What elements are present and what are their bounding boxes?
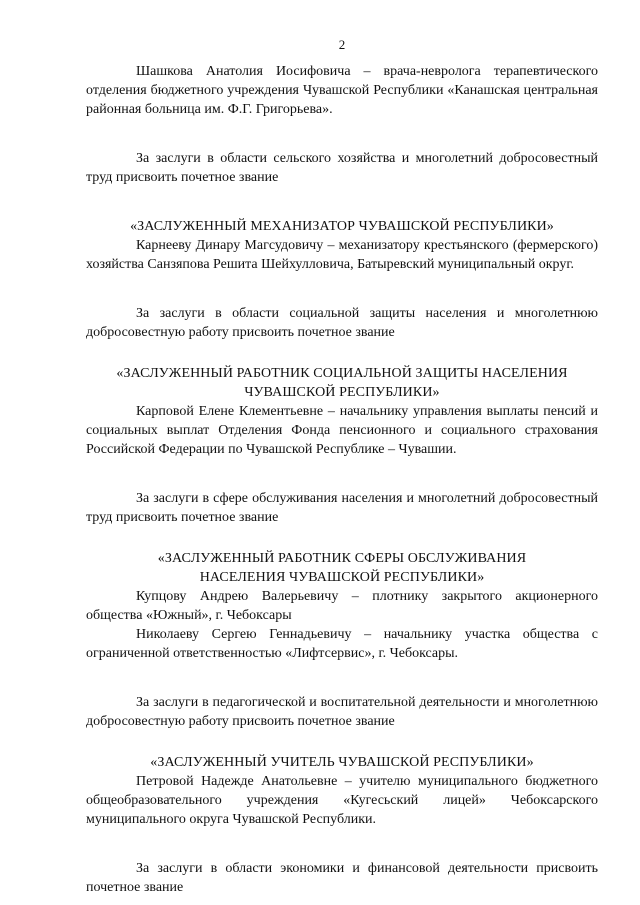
spacer: [86, 663, 598, 693]
spacer: [86, 119, 598, 149]
award-title-teacher: «ЗАСЛУЖЕННЫЙ УЧИТЕЛЬ ЧУВАШСКОЙ РЕСПУБЛИКИ»: [150, 755, 534, 770]
award-intro-social: За заслуги в области социальной защиты населения и многолетнюю добросовестную работу присвоить почетное звание: [86, 306, 598, 340]
spacer: [86, 731, 598, 753]
spacer: [86, 187, 598, 217]
spacer: [86, 459, 598, 489]
spacer: [86, 342, 598, 364]
spacer: [86, 527, 598, 549]
nominee-kuptsov: Купцову Андрею Валерьевичу – плотнику закрытого акционерного общества «Южный», г. Чебоксары: [86, 589, 598, 623]
nominee-karneev: Карнееву Динару Магсудовичу – механизатору крестьянского (фермерского) хозяйства Санзяпова Решита Шейхулловича, Батыревский муниципальный округ.: [86, 238, 598, 272]
award-intro-economics: За заслуги в области экономики и финансовой деятельности присвоить почетное звание: [86, 861, 598, 895]
document-page: [86, 36, 598, 897]
award-title-social-worker: «ЗАСЛУЖЕННЫЙ РАБОТНИК СОЦИАЛЬНОЙ ЗАЩИТЫ НАСЕЛЕНИЯ ЧУВАШСКОЙ РЕСПУБЛИКИ»: [116, 366, 568, 400]
spacer: [86, 274, 598, 304]
spacer: [86, 829, 598, 859]
nominee-karpova: Карповой Елене Клементьевне – начальнику управления выплаты пенсий и социальных выплат Отделения Фонда пенсионного и социального страхования Российской Федерации по Чувашской Республике – Чувашии.: [86, 404, 598, 457]
award-title-mechanizer: «ЗАСЛУЖЕННЫЙ МЕХАНИЗАТОР ЧУВАШСКОЙ РЕСПУБЛИКИ»: [130, 219, 554, 234]
award-intro-service: За заслуги в сфере обслуживания населения и многолетний добросовестный труд присвоить почетное звание: [86, 491, 598, 525]
award-intro-agriculture: За заслуги в области сельского хозяйства и многолетний добросовестный труд присвоить почетное звание: [86, 151, 598, 185]
page-number: 2: [338, 37, 346, 52]
nominee-nikolaev: Николаеву Сергею Геннадьевичу – начальнику участка общества с ограниченной ответственностью «Лифтсервис», г. Чебоксары.: [86, 627, 598, 661]
nominee-shashkov: Шашкова Анатолия Иосифовича – врача-невролога терапевтического отделения бюджетного учреждения Чувашской Республики «Канашская центральная районная больница им. Ф.Г. Григорьева».: [86, 64, 598, 117]
nominee-petrova: Петровой Надежде Анатольевне – учителю муниципального бюджетного общеобразовательного учреждения «Кугесьский лицей» Чебоксарского муниципального округа Чувашской Республики.: [86, 774, 598, 827]
award-intro-teacher: За заслуги в педагогической и воспитательной деятельности и многолетнюю добросовестную работу присвоить почетное звание: [86, 695, 598, 729]
award-title-service-worker: «ЗАСЛУЖЕННЫЙ РАБОТНИК СФЕРЫ ОБСЛУЖИВАНИЯ НАСЕЛЕНИЯ ЧУВАШСКОЙ РЕСПУБЛИКИ»: [157, 551, 527, 585]
